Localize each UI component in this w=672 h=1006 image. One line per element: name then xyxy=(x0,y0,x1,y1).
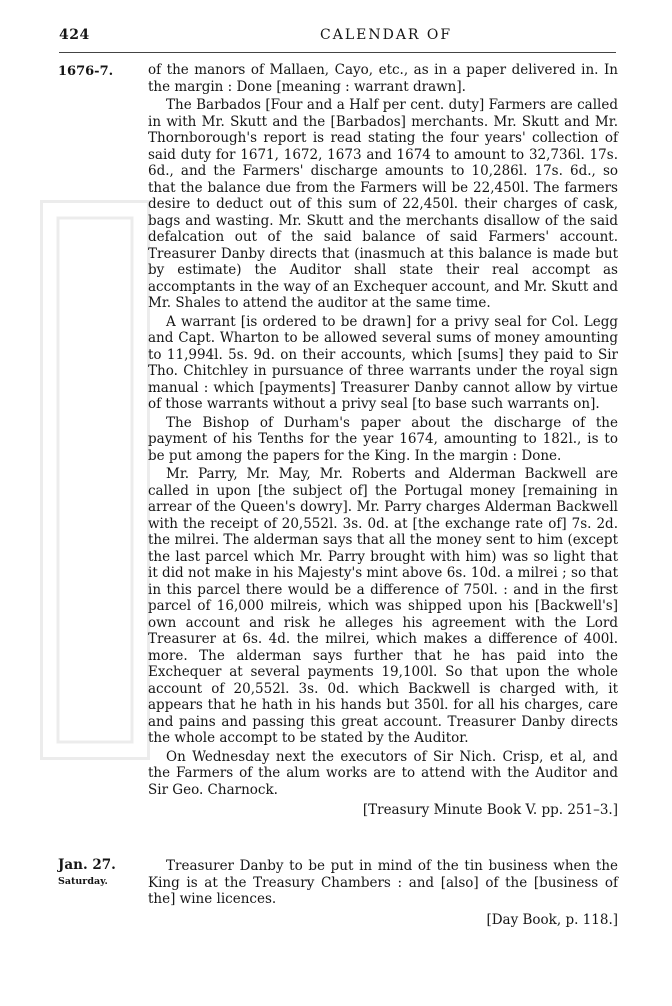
paragraph-executors: On Wednesday next the executors of Sir Nich. Crisp, et al, and the Farmers of the alum works are to attend with the Auditor and Sir Geo. Charnock. xyxy=(148,748,618,798)
entry-body xyxy=(148,62,618,829)
header-rule xyxy=(59,52,616,53)
jan-entry-body xyxy=(148,858,618,938)
source-citation: [Treasury Minute Book V. pp. 251–3.] xyxy=(362,802,618,818)
paragraph-warrant: A warrant [is ordered to be drawn] for a privy seal for Col. Legg and Capt. Wharton to be allowed several sums of money amounting to 11,994l. 5s. 9d. on their accounts, which [sums] they paid to Sir Tho. Chitchley in pursuance of three warrants under the royal sign manual : which [payments] Treasurer Danby cannot allow by virtue of those warrants without a privy seal [to base such warrants on]. xyxy=(148,313,618,412)
paragraph-barbados: The Barbados [Four and a Half per cent. duty] Farmers are called in with Mr. Skutt and the [Barbados] merchants. Mr. Skutt and Mr. Thornborough's report is read stating the four years' collection of said duty for 1671, 1672, 1673 and 1674 to amount to 32,736l. 17s. 6d., and the Farmers' discharge amounts to 10,286l. 17s. 6d., so that the balance due from the Farmers will be 22,450l. The farmers desire to deduct out of this sum of 22,450l. their charges of cask, bags and wasting. Mr. Skutt and the merchants disallow of the said defalcation out of the said balance of said Farmers' account. Treasurer Danby directs that (inasmuch at this balance is made but by estimate) the Auditor shall state their real accompt as accomptants in the way of an Exchequer account, and Mr. Skutt and Mr. Shales to attend the auditor at the same time. xyxy=(148,97,618,311)
paragraph-continuation: of the manors of Mallaen, Cayo, etc., as in a paper delivered in. In the margin : Done [meaning : warrant drawn]. xyxy=(148,62,618,95)
paragraph-bishop: The Bishop of Durham's paper about the discharge of the payment of his Tenths for the year 1674, amounting to 182l., is to be put among the papers for the King. In the margin : Done. xyxy=(148,414,618,464)
watermark xyxy=(40,200,150,760)
paragraph-tin-business: Treasurer Danby to be put in mind of the tin business when the King is at the Treasury Chambers : and [also] of the [business of the] wine licences. xyxy=(148,858,618,907)
paragraph-portugal-money: Mr. Parry, Mr. May, Mr. Roberts and Alderman Backwell are called in upon [the subject of] the Portugal money [remaining in arrear of the Queen's dowry]. Mr. Parry charges Alderman Backwell with the receipt of 20,552l. 3s. 0d. at [the exchange rate of] 7s. 2d. the milrei. The alderman says that all the money sent to him (except the last parcel which Mr. Parry brought with him) was so light that it did not make in his Majesty's mint above 6s. 10d. a milrei ; so that in this parcel there would be a difference of 750l. : and in the first parcel of 16,000 milreis, which was shipped upon his [Backwell's] own account and risk he alleges his agreement with the Lord Treasurer at 6s. 4d. the milrei, which makes a difference of 400l. more. The alderman says further that he has paid into the Exchequer at several payments 19,100l. So that upon the whole account of 20,552l. 3s. 0d. which Backwell is charged with, it appears that he hath in his hands but 350l. for all his charges, care and pains and passing this great account. Treasurer Danby directs the whole accompt to be stated by the Auditor. xyxy=(148,466,618,746)
running-title: CALENDAR OF xyxy=(320,27,453,43)
margin-year: 1676-7. xyxy=(58,64,114,79)
margin-date: Jan. 27. xyxy=(58,857,116,873)
margin-day: Saturday. xyxy=(58,876,108,887)
page-number: 424 xyxy=(59,27,90,43)
source-citation: [Day Book, p. 118.] xyxy=(486,911,618,928)
